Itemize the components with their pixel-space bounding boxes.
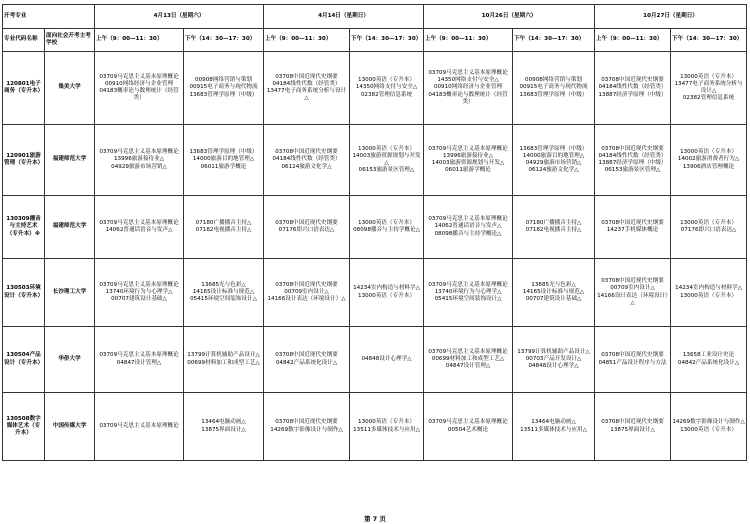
course-entry: 13658工业设计史论 (682, 352, 735, 359)
course-entry: 13464电脑动画△ (201, 419, 246, 426)
course-entry: 03708中国近现代史纲要 (601, 145, 664, 152)
course-entry: 03709马克思主义基本原理概论 (99, 149, 179, 156)
school-name: 华侨大学 (45, 327, 95, 393)
course-entry: 14000旅游目的地管理△ (522, 152, 585, 159)
exam-slot-cell (264, 393, 350, 461)
exam-slot-cell (671, 259, 747, 327)
course-entry: 13875界面设计△ (610, 426, 655, 433)
course-entry: 00915电子商务与现代物流 (189, 84, 258, 91)
course-entry: 03709马克思主义基本原理概论 (99, 281, 179, 288)
date-header-oct27: 10月27日（星期日） (595, 5, 747, 29)
course-entry: 13000英语（专升本） (358, 77, 415, 84)
course-entry: 13683管理学原理（中级） (519, 145, 588, 152)
course-entry: 04184线性代数（经管类） (272, 80, 341, 87)
course-entry: 04851产品设计程序与方法 (598, 359, 667, 366)
course-entry: 13000英语（专升本） (680, 292, 738, 299)
course-entry: 03709马克思主义基本原理概论 (428, 419, 508, 426)
exam-slot-cell (264, 125, 350, 196)
course-entry: 03708中国近现代史纲要 (601, 77, 664, 84)
exam-slot-cell (424, 52, 513, 125)
exam-slot-cell (95, 393, 184, 461)
course-entry: 06124旅游文化学△ (281, 163, 332, 170)
course-entry: 14002旅游消费者行为△ (677, 156, 740, 163)
course-entry: 03709马克思主义基本原理概论 (428, 145, 508, 152)
exam-slot-cell (264, 52, 350, 125)
course-entry: 05415环境空间装饰设计△ (190, 296, 257, 303)
exam-slot-cell (95, 259, 184, 327)
course-entry: 03708中国近现代史纲要 (601, 278, 664, 285)
course-entry: 04842产品系统化设计△ (275, 359, 338, 366)
exam-slot-cell (513, 327, 595, 393)
course-entry: 13000英语（专升本） (358, 292, 415, 299)
course-entry: 13683管理学原理（中级） (189, 91, 258, 98)
major-name: 120901旅游管理（专升本） (3, 125, 45, 196)
course-entry: 14062普通话语音与发声△ (105, 227, 173, 233)
school-name: 长沙理工大学 (45, 259, 95, 327)
exam-major-header: 开考专业 (3, 5, 95, 29)
school-name: 集美大学 (45, 52, 95, 125)
session-header: 上午（9：00—11：30） (95, 29, 184, 52)
course-entry: 13000英语（专升本） (680, 149, 738, 156)
course-entry: 08098播音与主持学概论△ (353, 227, 420, 233)
course-entry: 14062普通话语音与发声△ (434, 223, 502, 230)
course-entry: 04183概率论与数理统计（经管类） (428, 91, 508, 105)
table-row (3, 52, 747, 125)
course-entry: 03709马克思主义基本原理概论 (428, 69, 508, 76)
school-name: 福建师范大学 (45, 125, 95, 196)
exam-slot-cell (671, 196, 747, 259)
exam-slot-cell (350, 393, 424, 461)
course-entry: 13685光与色彩△ (531, 281, 576, 288)
course-entry: 00699材料加工和成型工艺△ (187, 359, 260, 366)
course-entry: 13464电脑动画△ (531, 419, 576, 426)
exam-slot-cell (424, 393, 513, 461)
course-entry: 13740环境行为与心理学△ (105, 288, 173, 295)
course-entry: 14166设计表达（环境设计）△ (597, 292, 668, 306)
course-entry: 04847设计管理△ (116, 359, 162, 366)
course-entry: 13740环境行为与心理学△ (434, 288, 502, 295)
exam-slot-cell (95, 196, 184, 259)
course-entry: 13000英语（专升本） (358, 419, 415, 426)
course-entry: 07180广播播音主持△ (525, 219, 582, 226)
course-entry: 13996旅游接待业△ (442, 152, 494, 159)
course-entry: 13000英语（专升本） (680, 73, 738, 80)
course-entry: 13511多媒体技术与应用△ (353, 426, 420, 433)
course-entry: 13683管理学原理（中级） (519, 91, 588, 98)
major-name: 130309播音与主持艺术（专升本）※ (3, 196, 45, 259)
course-entry: 13000英语（专升本） (680, 426, 738, 433)
course-entry: 03709马克思主义基本原理概论 (99, 73, 179, 80)
course-entry: 06011旅游学概论 (200, 163, 247, 170)
course-entry: 14269数字影像设计与制作△ (672, 419, 745, 426)
table-row (3, 393, 747, 461)
exam-slot-cell (424, 125, 513, 196)
course-entry: 04184线性代数（经管类） (598, 84, 667, 91)
course-entry: 07176即兴口语表达△ (278, 227, 335, 233)
course-entry: 13511多媒体技术与应用△ (520, 426, 587, 433)
course-entry: 03708中国近现代史纲要 (601, 219, 664, 226)
session-header: 上午（9：00—11：30） (595, 29, 671, 52)
exam-slot-cell (513, 52, 595, 125)
course-entry: 00707建筑设计基础△ (111, 296, 167, 303)
course-entry: 02382管理信息系统 (682, 95, 735, 102)
course-entry: 07176即兴口语表达△ (680, 227, 737, 233)
course-entry: 04929旅游市场营销△ (525, 160, 582, 166)
exam-slot-cell (595, 327, 671, 393)
session-header: 下午（14：30—17：30） (184, 29, 264, 52)
exam-slot-cell (350, 125, 424, 196)
course-entry: 13906酒店管理概论 (682, 163, 735, 170)
course-entry: 13887经济学原理（中级） (598, 160, 667, 166)
major-name: 130503环境设计（专升本） (3, 259, 45, 327)
course-entry: 00707建筑设计基础△ (525, 296, 582, 303)
course-entry: 03709马克思主义基本原理概论 (99, 352, 179, 359)
course-entry: 13799计算机辅助产品设计△ (187, 352, 260, 359)
table-row (3, 125, 747, 196)
date-header-apr14: 4月14日（星期日） (264, 5, 424, 29)
exam-slot-cell (595, 196, 671, 259)
course-entry: 04848设计心理学△ (528, 363, 579, 370)
exam-slot-cell (350, 259, 424, 327)
course-entry: 13000英语（专升本） (358, 219, 415, 226)
course-entry: 14234室内构造与材料学△ (675, 285, 742, 292)
course-entry: 13996旅游接待业△ (113, 156, 165, 163)
course-entry: 03708中国近现代史纲要 (601, 352, 664, 359)
exam-slot-cell (513, 259, 595, 327)
course-entry: 00910网络经济与企业管理 (433, 84, 503, 91)
exam-slot-cell (184, 125, 264, 196)
course-entry: 14269数字影像设计与制作△ (270, 426, 343, 433)
course-entry: 13685光与色彩△ (201, 281, 246, 288)
course-entry: 03709马克思主义基本原理概论 (428, 281, 508, 288)
table-row (3, 327, 747, 393)
exam-slot-cell (350, 327, 424, 393)
exam-slot-cell (595, 125, 671, 196)
exam-slot-cell (513, 393, 595, 461)
course-entry: 06153旅游景区管理△ (604, 167, 661, 174)
course-entry: 04842产品系统化设计△ (677, 359, 740, 366)
course-entry: 02382管理信息系统 (360, 91, 413, 98)
course-entry: 00910网络经济与企业管理 (104, 80, 174, 87)
course-entry: 14003旅游资源规划与开发△ (352, 152, 421, 166)
course-entry: 00908网络营销与策划 (525, 77, 582, 84)
course-entry: 04929旅游市场营销△ (111, 163, 167, 170)
session-header: 上午（9：00—11：30） (264, 29, 350, 52)
exam-slot-cell (264, 259, 350, 327)
exam-slot-cell (95, 327, 184, 393)
exam-slot-cell (513, 196, 595, 259)
exam-slot-cell (264, 327, 350, 393)
course-entry: 04184线性代数（经管类） (272, 156, 341, 163)
course-entry: 14237手机媒体概论 (606, 227, 659, 233)
exam-slot-cell (671, 327, 747, 393)
course-entry: 00504艺术概论 (447, 426, 489, 433)
course-entry: 05415环境空间装饰设计△ (434, 296, 502, 303)
course-entry: 13887经济学原理（中级） (598, 91, 667, 98)
exam-slot-cell (184, 52, 264, 125)
exam-slot-cell (264, 196, 350, 259)
course-entry: 07182电视播音主持△ (525, 227, 582, 233)
school-header: 面向社会开考主考学校 (45, 29, 95, 52)
date-header-oct26: 10月26日（星期六） (424, 5, 595, 29)
course-entry: 03708中国近现代史纲要 (275, 281, 338, 288)
course-entry: 14165设计标准与规范△ (522, 288, 585, 295)
exam-slot-cell (513, 125, 595, 196)
major-name: 130504产品设计（专升本） (3, 327, 45, 393)
course-entry: 00699材料加工和成型工艺△ (431, 355, 505, 362)
course-entry: 13477电子商务系统分析与设计△ (674, 80, 743, 94)
course-entry: 07182电视播音主持△ (195, 227, 252, 233)
course-entry: 14165设计标准与规范△ (192, 288, 255, 295)
school-name: 中国传媒大学 (45, 393, 95, 461)
exam-slot-cell (350, 196, 424, 259)
table-row (3, 196, 747, 259)
course-entry: 03709马克思主义基本原理概论 (99, 422, 179, 429)
exam-slot-cell (595, 393, 671, 461)
exam-slot-cell (671, 393, 747, 461)
course-entry: 03708中国近现代史纲要 (275, 219, 338, 226)
major-name: 120801电子商务（专升本） (3, 52, 45, 125)
exam-slot-cell (95, 52, 184, 125)
course-entry: 06124旅游文化学△ (528, 167, 579, 174)
course-entry: 08098播音与主持学概论△ (434, 230, 502, 237)
course-entry: 03708中国近现代史纲要 (275, 352, 338, 359)
course-entry: 14350网络支付与安全△ (437, 77, 499, 84)
course-entry: 04847设计管理△ (445, 363, 491, 370)
course-entry: 06011旅游学概论 (445, 167, 491, 174)
course-entry: 03708中国近现代史纲要 (275, 149, 338, 156)
exam-slot-cell (184, 393, 264, 461)
course-entry: 13799计算机辅助产品设计△ (517, 348, 590, 355)
course-entry: 03708中国近现代史纲要 (601, 419, 664, 426)
exam-slot-cell (184, 196, 264, 259)
course-entry: 06153旅游景区管理△ (358, 167, 415, 174)
course-entry: 13000英语（专升本） (680, 219, 738, 226)
course-entry: 00709室内设计△ (284, 288, 329, 295)
date-header-apr13: 4月13日（星期六） (95, 5, 264, 29)
exam-slot-cell (595, 52, 671, 125)
course-entry: 00703产品开发设计△ (525, 355, 582, 362)
course-entry: 13477电子商务系统分析与设计△ (266, 88, 347, 102)
exam-slot-cell (95, 125, 184, 196)
exam-slot-cell (671, 52, 747, 125)
exam-schedule-table (2, 4, 747, 461)
exam-slot-cell (184, 259, 264, 327)
course-entry: 14000旅游目的地管理△ (192, 156, 255, 163)
school-name: 福建师范大学 (45, 196, 95, 259)
course-entry: 00915电子商务与现代物流 (519, 84, 588, 91)
table-row (3, 259, 747, 327)
exam-slot-cell (184, 327, 264, 393)
course-entry: 04183概率论与数理统计（经管类） (99, 88, 179, 102)
major-code-header: 专业代码名称 (3, 29, 45, 52)
session-header: 上午（9：00—11：30） (424, 29, 513, 52)
exam-slot-cell (350, 52, 424, 125)
course-entry: 13875界面设计△ (201, 426, 246, 433)
exam-slot-cell (424, 259, 513, 327)
course-entry: 04184线性代数（经管类） (598, 152, 667, 159)
exam-slot-cell (424, 327, 513, 393)
exam-slot-cell (424, 196, 513, 259)
course-entry: 03709马克思主义基本原理概论 (428, 216, 508, 223)
course-entry: 03708中国近现代史纲要 (275, 419, 338, 426)
exam-slot-cell (671, 125, 747, 196)
course-entry: 03709马克思主义基本原理概论 (428, 348, 508, 355)
course-entry: 14003旅游资源规划与开发△ (431, 160, 505, 166)
course-entry: 03709马克思主义基本原理概论 (99, 219, 179, 226)
course-entry: 14166设计表达（环境设计）△ (267, 296, 346, 303)
course-entry: 04848设计心理学△ (361, 355, 412, 362)
course-entry: 00908网络营销与策划 (195, 77, 252, 84)
course-entry: 14234室内构造与材料学△ (353, 285, 420, 292)
course-entry: 14350网络支付与安全△ (355, 84, 418, 91)
course-entry: 13683管理学原理（中级） (189, 149, 258, 156)
page-number: 第 7 页 (364, 515, 386, 523)
course-entry: 13000英语（专升本） (358, 145, 415, 152)
course-entry: 07180广播播音主持△ (195, 219, 252, 226)
session-header: 下午（14：30—17：30） (671, 29, 747, 52)
session-header: 下午（14：30—17：30） (350, 29, 424, 52)
course-entry: 00709室内设计△ (610, 285, 655, 292)
exam-slot-cell (595, 259, 671, 327)
major-name: 130508数字媒体艺术（专升本） (3, 393, 45, 461)
session-header: 下午（14：30—17：30） (513, 29, 595, 52)
course-entry: 03708中国近现代史纲要 (275, 73, 338, 80)
